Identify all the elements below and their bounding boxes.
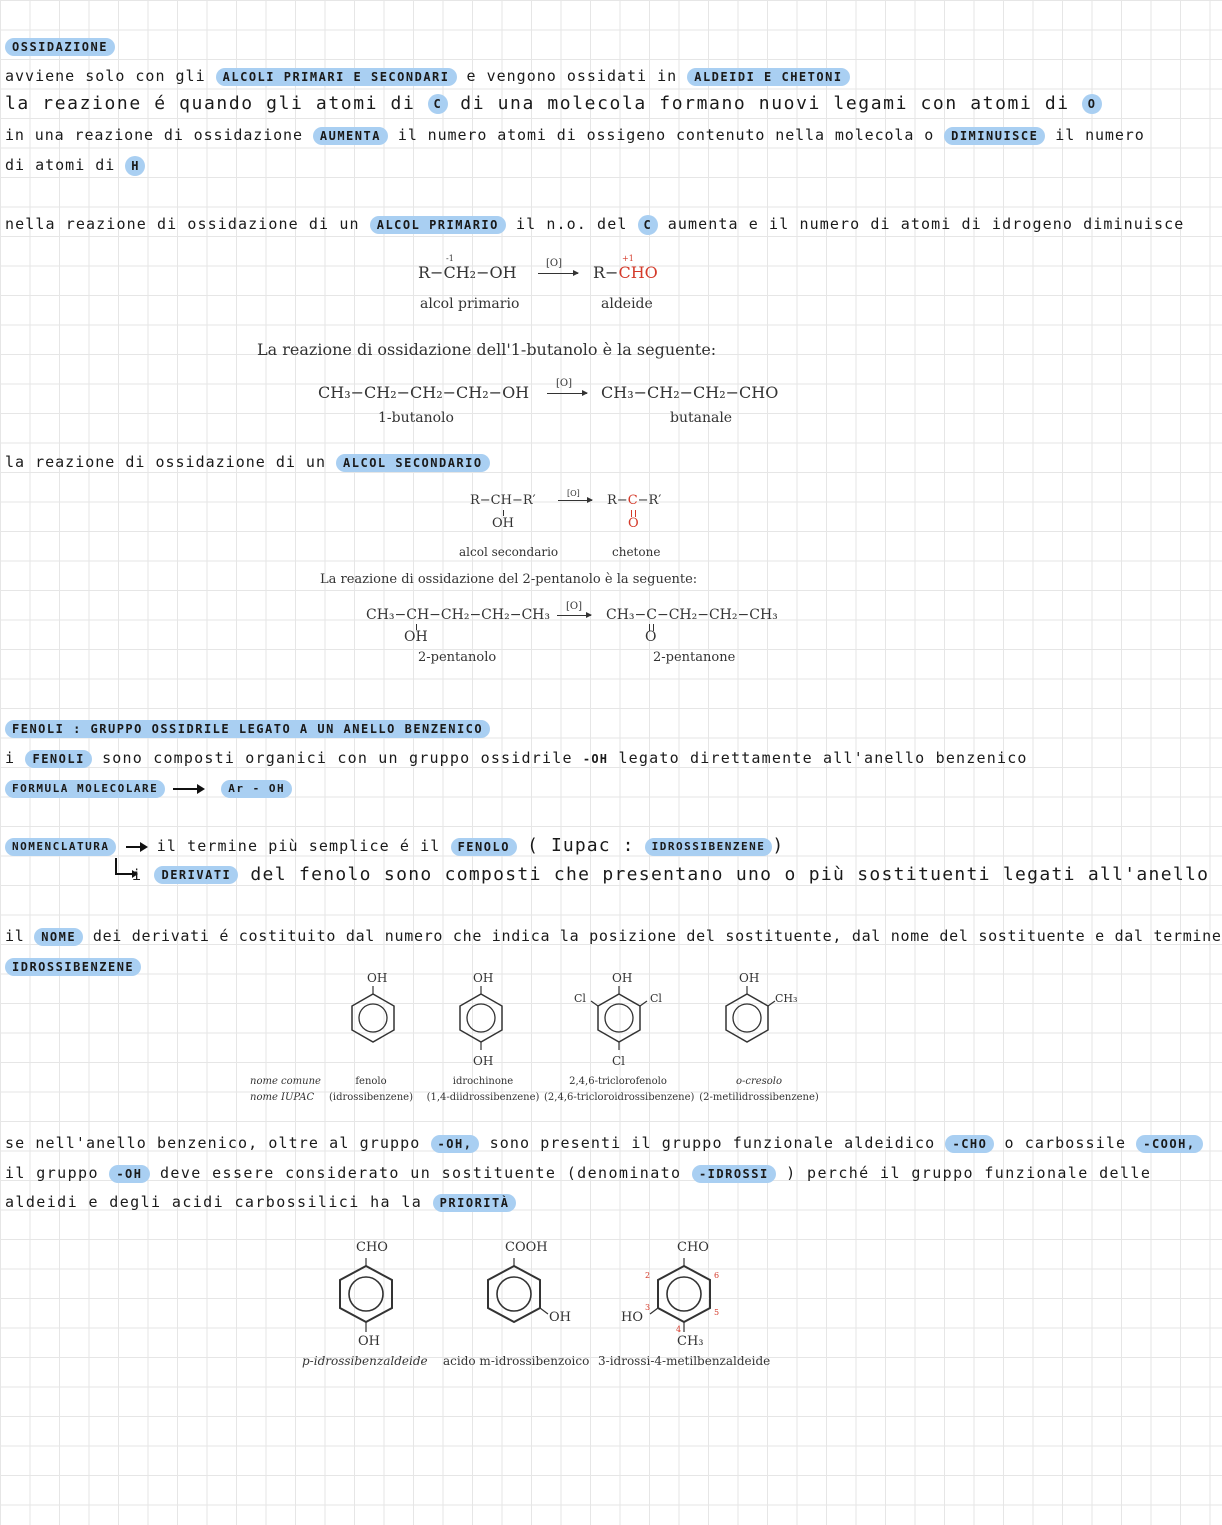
highlight-idrossi: -IDROSSI — [692, 1165, 776, 1183]
text: il gruppo — [5, 1164, 99, 1182]
highlight-ar-oh: Ar - OH — [221, 780, 292, 798]
butanal-formula: CH₃−CH₂−CH₂−CHO — [601, 383, 779, 402]
oxygen-atom: O — [628, 516, 639, 531]
compound-common-name: fenolo — [355, 1076, 387, 1087]
compound-iupac-name: (1,4-diidrossibenzene) — [426, 1092, 540, 1103]
text: il — [5, 927, 25, 945]
pentanol-label: 2-pentanolo — [418, 650, 497, 665]
cl-label: Cl — [612, 1054, 626, 1068]
text: aumenta e il numero di atomi di idrogeno diminuisce — [667, 215, 1185, 233]
ch3-label: CH₃ — [677, 1334, 704, 1349]
oxygen-atom: O — [645, 629, 657, 645]
text: la reazione di ossidazione di un — [5, 453, 326, 471]
highlight-oh: -OH, — [431, 1135, 480, 1153]
atom-c-badge: C — [638, 215, 658, 235]
prio-line-1 — [5, 1133, 1203, 1153]
text: di una molecola formano nuovi legami con atomi di — [460, 93, 1070, 114]
oh-label: OH — [358, 1334, 380, 1349]
oh-label: OH — [739, 971, 760, 985]
benzene-ring-idrossi-metilbenzaldeide — [652, 1262, 716, 1328]
benzene-ring-fenolo — [348, 990, 398, 1048]
highlight-cho: -CHO — [945, 1135, 994, 1153]
nome-line — [5, 926, 1222, 946]
compound-iupac-name: (2,4,6-tricloroidrossibenzene) — [544, 1092, 695, 1103]
reagent-o: [O] — [567, 489, 580, 498]
title-highlight: OSSIDAZIONE — [5, 38, 115, 56]
ox-line-3 — [5, 125, 1145, 145]
highlight-formula: FORMULA MOLECOLARE — [5, 780, 165, 798]
secondary-alcohol-formula: R−CH−R′ — [470, 493, 536, 508]
butanol-intro: La reazione di ossidazione dell'1-butanolo è la seguente: — [257, 340, 717, 359]
text: dei derivati é costituito dal numero che indica la posizione del sostituente, dal nome del sostituente e dal termine — [92, 927, 1222, 945]
highlight-aumenta: AUMENTA — [313, 127, 388, 145]
compound-common-name: idrochinone — [452, 1076, 514, 1087]
benzene-ring-triclorofenolo — [594, 990, 644, 1048]
text: il termine più semplice é il — [156, 837, 441, 855]
derivati-line — [132, 865, 1209, 885]
cho-label: CHO — [677, 1240, 709, 1255]
highlight-idrossibenzene: IDROSSIBENZENE — [5, 958, 141, 976]
row-label-common: nome comune — [250, 1076, 321, 1087]
benzene-ring-idrochinone — [456, 990, 506, 1048]
compound-common-name: 2,4,6-triclorofenolo — [569, 1076, 667, 1087]
cl-label: Cl — [650, 992, 662, 1005]
text: o carbossile — [1004, 1134, 1127, 1152]
oh-group: OH — [404, 629, 428, 645]
text: avviene solo con gli — [5, 67, 206, 85]
text: il n.o. del — [516, 215, 628, 233]
secondary-alcohol-label: alcol secondario — [459, 545, 559, 559]
text: sono composti organici con un gruppo ossidrile — [102, 749, 573, 767]
text: il numero atomi di ossigeno contenuto nella molecola o — [397, 126, 935, 144]
ho-label: HO — [621, 1310, 643, 1325]
highlight-aldeidi: ALDEIDI E CHETONI — [687, 68, 849, 86]
aldehyde-formula — [593, 263, 658, 282]
oh-group: OH — [492, 516, 514, 531]
butanol-label: 1-butanolo — [378, 410, 454, 426]
prio-line-2 — [5, 1163, 1151, 1183]
ketone-label: chetone — [612, 545, 661, 559]
reaction-arrow — [558, 500, 592, 501]
pentanol-formula: CH₃−CH−CH₂−CH₂−CH₃ — [366, 607, 550, 623]
position-number: 3 — [645, 1303, 651, 1312]
text: legato direttamente all'anello benzenico — [618, 749, 1028, 767]
compound-name: acido m-idrossibenzoico — [443, 1354, 590, 1368]
r-group: R− — [593, 263, 619, 282]
highlight-alcoli: ALCOLI PRIMARI E SECONDARI — [216, 68, 457, 86]
primary-alcohol-formula: R−CH₂−OH — [418, 263, 517, 282]
section-title-fenoli — [5, 718, 490, 738]
text: i — [132, 866, 143, 884]
prim-line — [5, 214, 1184, 235]
text: nella reazione di ossidazione di un — [5, 215, 360, 233]
atom-h-badge: H — [125, 156, 145, 176]
position-number: 2 — [645, 1271, 651, 1280]
oh-text: -OH — [582, 752, 609, 766]
ox-number-after: +1 — [622, 254, 634, 263]
text: ) perché il gruppo funzionale delle — [786, 1164, 1152, 1182]
cho-group: CHO — [618, 263, 658, 282]
text: se nell'anello benzenico, oltre al gruppo — [5, 1134, 421, 1152]
primary-alcohol-label: alcol primario — [420, 296, 520, 312]
highlight-priorita: PRIORITÀ — [433, 1194, 517, 1212]
title-highlight: FENOLI : GRUPPO OSSIDRILE LEGATO A UN ANELLO BENZENICO — [5, 720, 490, 738]
reagent-o: [O] — [556, 378, 573, 389]
atom-o-badge: O — [1082, 94, 1102, 114]
highlight-derivati: DERIVATI — [154, 866, 238, 884]
highlight-cooh: -COOH, — [1136, 1135, 1202, 1153]
ox-line-2 — [5, 94, 1102, 114]
text: di atomi di — [5, 156, 116, 174]
row-label-iupac: nome IUPAC — [250, 1092, 315, 1103]
highlight-alcol-primario: ALCOL PRIMARIO — [370, 216, 506, 234]
compound-name: 3-idrossi-4-metilbenzaldeide — [598, 1354, 771, 1368]
oh-label: OH — [549, 1310, 571, 1325]
ox-line-4 — [5, 155, 145, 176]
nomenclatura-line — [5, 836, 784, 856]
oh-label: OH — [612, 971, 633, 985]
aldehyde-label: aldeide — [601, 296, 653, 312]
butanol-formula: CH₃−CH₂−CH₂−CH₂−OH — [318, 383, 530, 402]
compound-iupac-name: (2-metilidrossibenzene) — [699, 1092, 819, 1103]
text: ) — [772, 835, 785, 856]
section-title-ossidazione — [5, 36, 115, 56]
benzene-ring-m-idrossibenzoico — [482, 1262, 546, 1328]
pentanol-intro: La reazione di ossidazione del 2-pentanolo è la seguente: — [320, 572, 698, 587]
reaction-arrow — [557, 615, 591, 616]
position-number: 5 — [714, 1308, 720, 1317]
oh-label: OH — [473, 1054, 494, 1068]
pentanone-label: 2-pentanone — [653, 650, 736, 665]
compound-iupac-name: (idrossibenzene) — [329, 1092, 413, 1103]
highlight-fenoli: FENOLI — [25, 750, 91, 768]
benzene-ring-p-idrossibenzaldeide — [334, 1262, 398, 1328]
text: e vengono ossidati in — [466, 67, 678, 85]
cl-label: Cl — [574, 992, 586, 1005]
ch3-label: CH₃ — [775, 992, 798, 1005]
pentanone-formula: CH₃−C−CH₂−CH₂−CH₃ — [606, 607, 778, 623]
butanal-label: butanale — [670, 410, 733, 426]
highlight-nomenclatura: NOMENCLATURA — [5, 838, 116, 856]
text: deve essere considerato un sostituente (denominato — [159, 1164, 682, 1182]
sec-line — [5, 452, 490, 472]
highlight-oh: -OH — [109, 1165, 149, 1183]
nome-line-2 — [5, 956, 141, 976]
text: i — [5, 749, 16, 767]
formula-line — [5, 778, 292, 798]
highlight-nome: NOME — [34, 928, 83, 946]
text: in una reazione di ossidazione — [5, 126, 303, 144]
text: del fenolo sono composti che presentano uno o più sostituenti legati all'anello — [250, 864, 1210, 885]
text: aldeidi e degli acidi carbossilici ha la — [5, 1193, 423, 1211]
benzene-ring-cresolo — [722, 990, 772, 1048]
text: la reazione é quando gli atomi di — [5, 93, 416, 114]
ox-line-1 — [5, 66, 850, 86]
text: il numero — [1055, 126, 1145, 144]
reaction-arrow — [538, 273, 578, 274]
atom-c-badge: C — [428, 94, 448, 114]
position-number: 6 — [714, 1271, 720, 1280]
highlight-diminuisce: DIMINUISCE — [944, 127, 1045, 145]
compound-common-name: o-cresolo — [735, 1076, 783, 1087]
highlight-alcol-secondario: ALCOL SECONDARIO — [336, 454, 490, 472]
oh-label: OH — [473, 971, 494, 985]
ox-number-before: -1 — [446, 254, 454, 263]
prio-line-3 — [5, 1192, 516, 1212]
reagent-o: [O] — [546, 258, 563, 269]
highlight-idrossibenzene: IDROSSIBENZENE — [645, 838, 773, 856]
cooh-label: COOH — [505, 1240, 548, 1255]
arrow-icon — [126, 846, 146, 848]
cho-label: CHO — [356, 1240, 388, 1255]
compound-name: p-idrossibenzaldeide — [302, 1354, 428, 1368]
reagent-o: [O] — [566, 601, 583, 612]
text: ( Iupac : — [527, 835, 635, 856]
arrow-icon — [173, 788, 203, 790]
text: sono presenti il gruppo funzionale aldeidico — [489, 1134, 936, 1152]
highlight-fenolo: FENOLO — [451, 838, 517, 856]
position-number: 4 — [676, 1325, 682, 1334]
reaction-arrow — [547, 393, 587, 394]
oh-label: OH — [367, 971, 388, 985]
fen-line-1 — [5, 748, 1028, 769]
ketone-formula: R−C−R′ — [607, 493, 662, 508]
